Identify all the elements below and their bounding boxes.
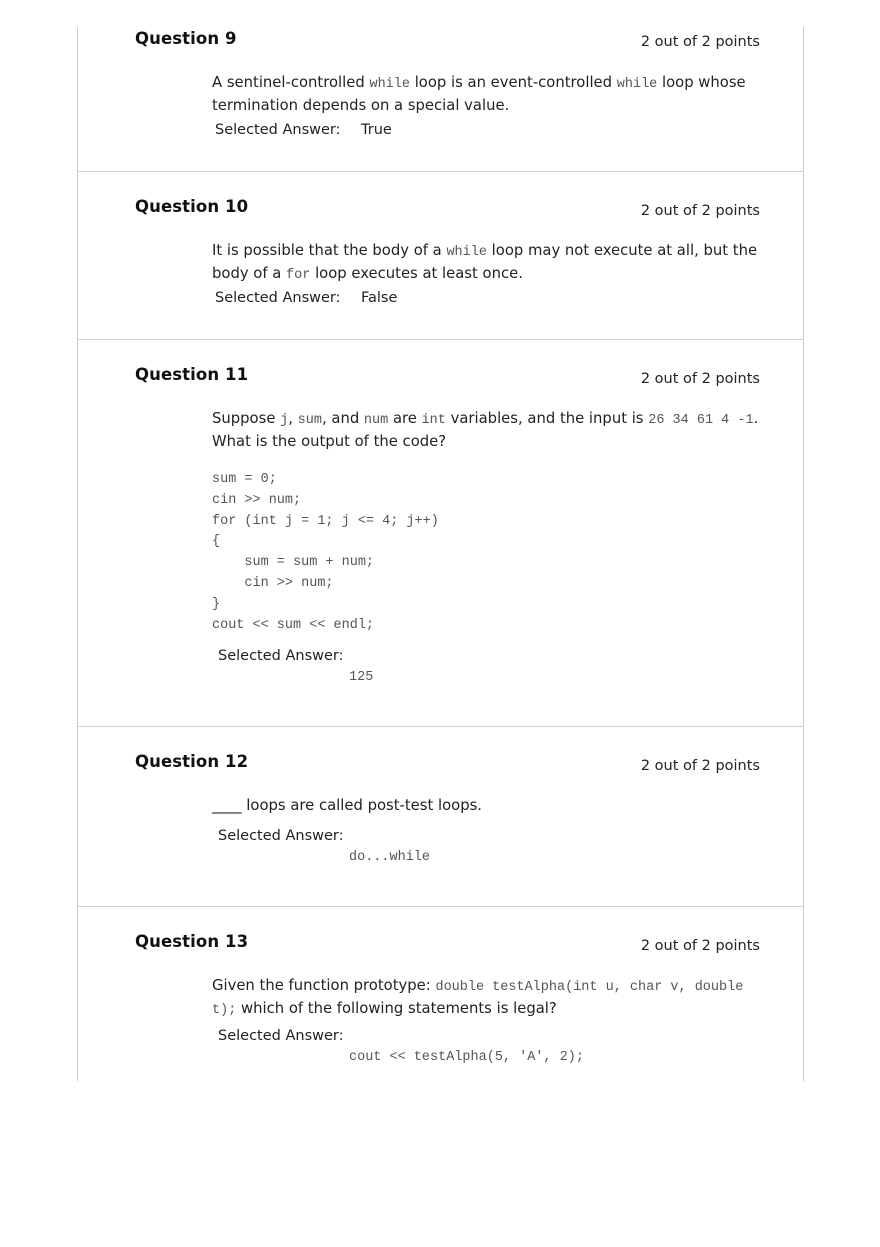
question-9-selected-label: Selected Answer: <box>215 122 341 138</box>
question-9-points: 2 out of 2 points <box>640 34 760 50</box>
question-10-title: Question 10 <box>135 197 249 216</box>
code-line: cin >> num; <box>212 575 334 591</box>
q10-text-part: loop may not execute at all, but the body of a <box>212 242 758 282</box>
question-divider <box>77 171 804 172</box>
q9-code-while: while <box>369 77 410 92</box>
q9-text-part: A sentinel-controlled <box>212 74 370 91</box>
q9-code-while: while <box>616 77 658 92</box>
q11-code-sum: sum <box>297 413 322 428</box>
code-line: } <box>212 596 221 612</box>
code-line: { <box>212 534 221 550</box>
question-11-points: 2 out of 2 points <box>640 371 760 387</box>
q13-code-prototype: double testAlpha(int u, char v, double t); <box>212 980 744 1018</box>
content-frame <box>77 27 804 1081</box>
question-11-code-block <box>212 470 439 636</box>
question-11-selected-answer: 125 <box>349 670 374 685</box>
question-9-text <box>212 72 772 116</box>
q11-text-part: , and <box>321 410 364 427</box>
question-12-selected-label: Selected Answer: <box>218 828 344 844</box>
question-13-selected-answer: cout << testAlpha(5, 'A', 2); <box>349 1050 584 1065</box>
q10-text-part: It is possible that the body of a <box>212 242 447 259</box>
q11-text-part: Suppose <box>212 410 281 427</box>
question-10-selected-label: Selected Answer: <box>215 290 341 306</box>
question-10-selected-answer: False <box>361 290 398 306</box>
question-11-selected-label: Selected Answer: <box>218 648 344 664</box>
question-13-selected-label: Selected Answer: <box>218 1028 344 1044</box>
q9-text-part: loop whose termination depends on a special value. <box>212 74 746 114</box>
question-11-text <box>212 408 772 452</box>
q11-code-int: int <box>421 413 446 428</box>
q13-text-part: which of the following statements is legal? <box>236 1000 557 1017</box>
q11-text-part: , <box>288 410 298 427</box>
q10-code-while: while <box>446 245 487 260</box>
q9-text-part: loop is an event-controlled <box>409 74 617 91</box>
q10-code-for: for <box>286 268 311 283</box>
question-divider <box>77 339 804 340</box>
q10-text-part: loop executes at least once. <box>310 265 523 282</box>
question-9-selected-answer: True <box>361 122 392 138</box>
q11-text-part: are <box>388 410 422 427</box>
q13-text-part: Given the function prototype: <box>212 977 436 994</box>
question-10-points: 2 out of 2 points <box>640 203 760 219</box>
code-line: for (int j = 1; j <= 4; j++) <box>212 513 439 529</box>
code-line: sum = sum + num; <box>212 555 375 571</box>
question-12-text: ____ loops are called post-test loops. <box>212 797 483 814</box>
question-divider <box>77 906 804 907</box>
code-line: cout << sum << endl; <box>212 617 375 633</box>
question-13-title: Question 13 <box>135 932 249 951</box>
question-12-title: Question 12 <box>135 752 249 771</box>
q11-text-part: variables, and the input is <box>445 410 649 427</box>
question-13-text <box>212 975 772 1021</box>
code-line: cin >> num; <box>212 492 302 508</box>
question-divider <box>77 726 804 727</box>
question-9-title: Question 9 <box>135 29 237 48</box>
question-12-selected-answer: do...while <box>349 850 431 865</box>
q11-code-input: 26 34 61 4 -1 <box>648 413 754 428</box>
question-13-points: 2 out of 2 points <box>640 938 760 954</box>
question-11-title: Question 11 <box>135 365 249 384</box>
question-10-text <box>212 240 772 286</box>
question-12-points: 2 out of 2 points <box>640 758 760 774</box>
q11-code-num: num <box>363 413 389 428</box>
code-line: sum = 0; <box>212 472 277 487</box>
q11-code-j: j <box>280 413 289 428</box>
q11-text-part: . What is the output of the code? <box>212 410 759 450</box>
